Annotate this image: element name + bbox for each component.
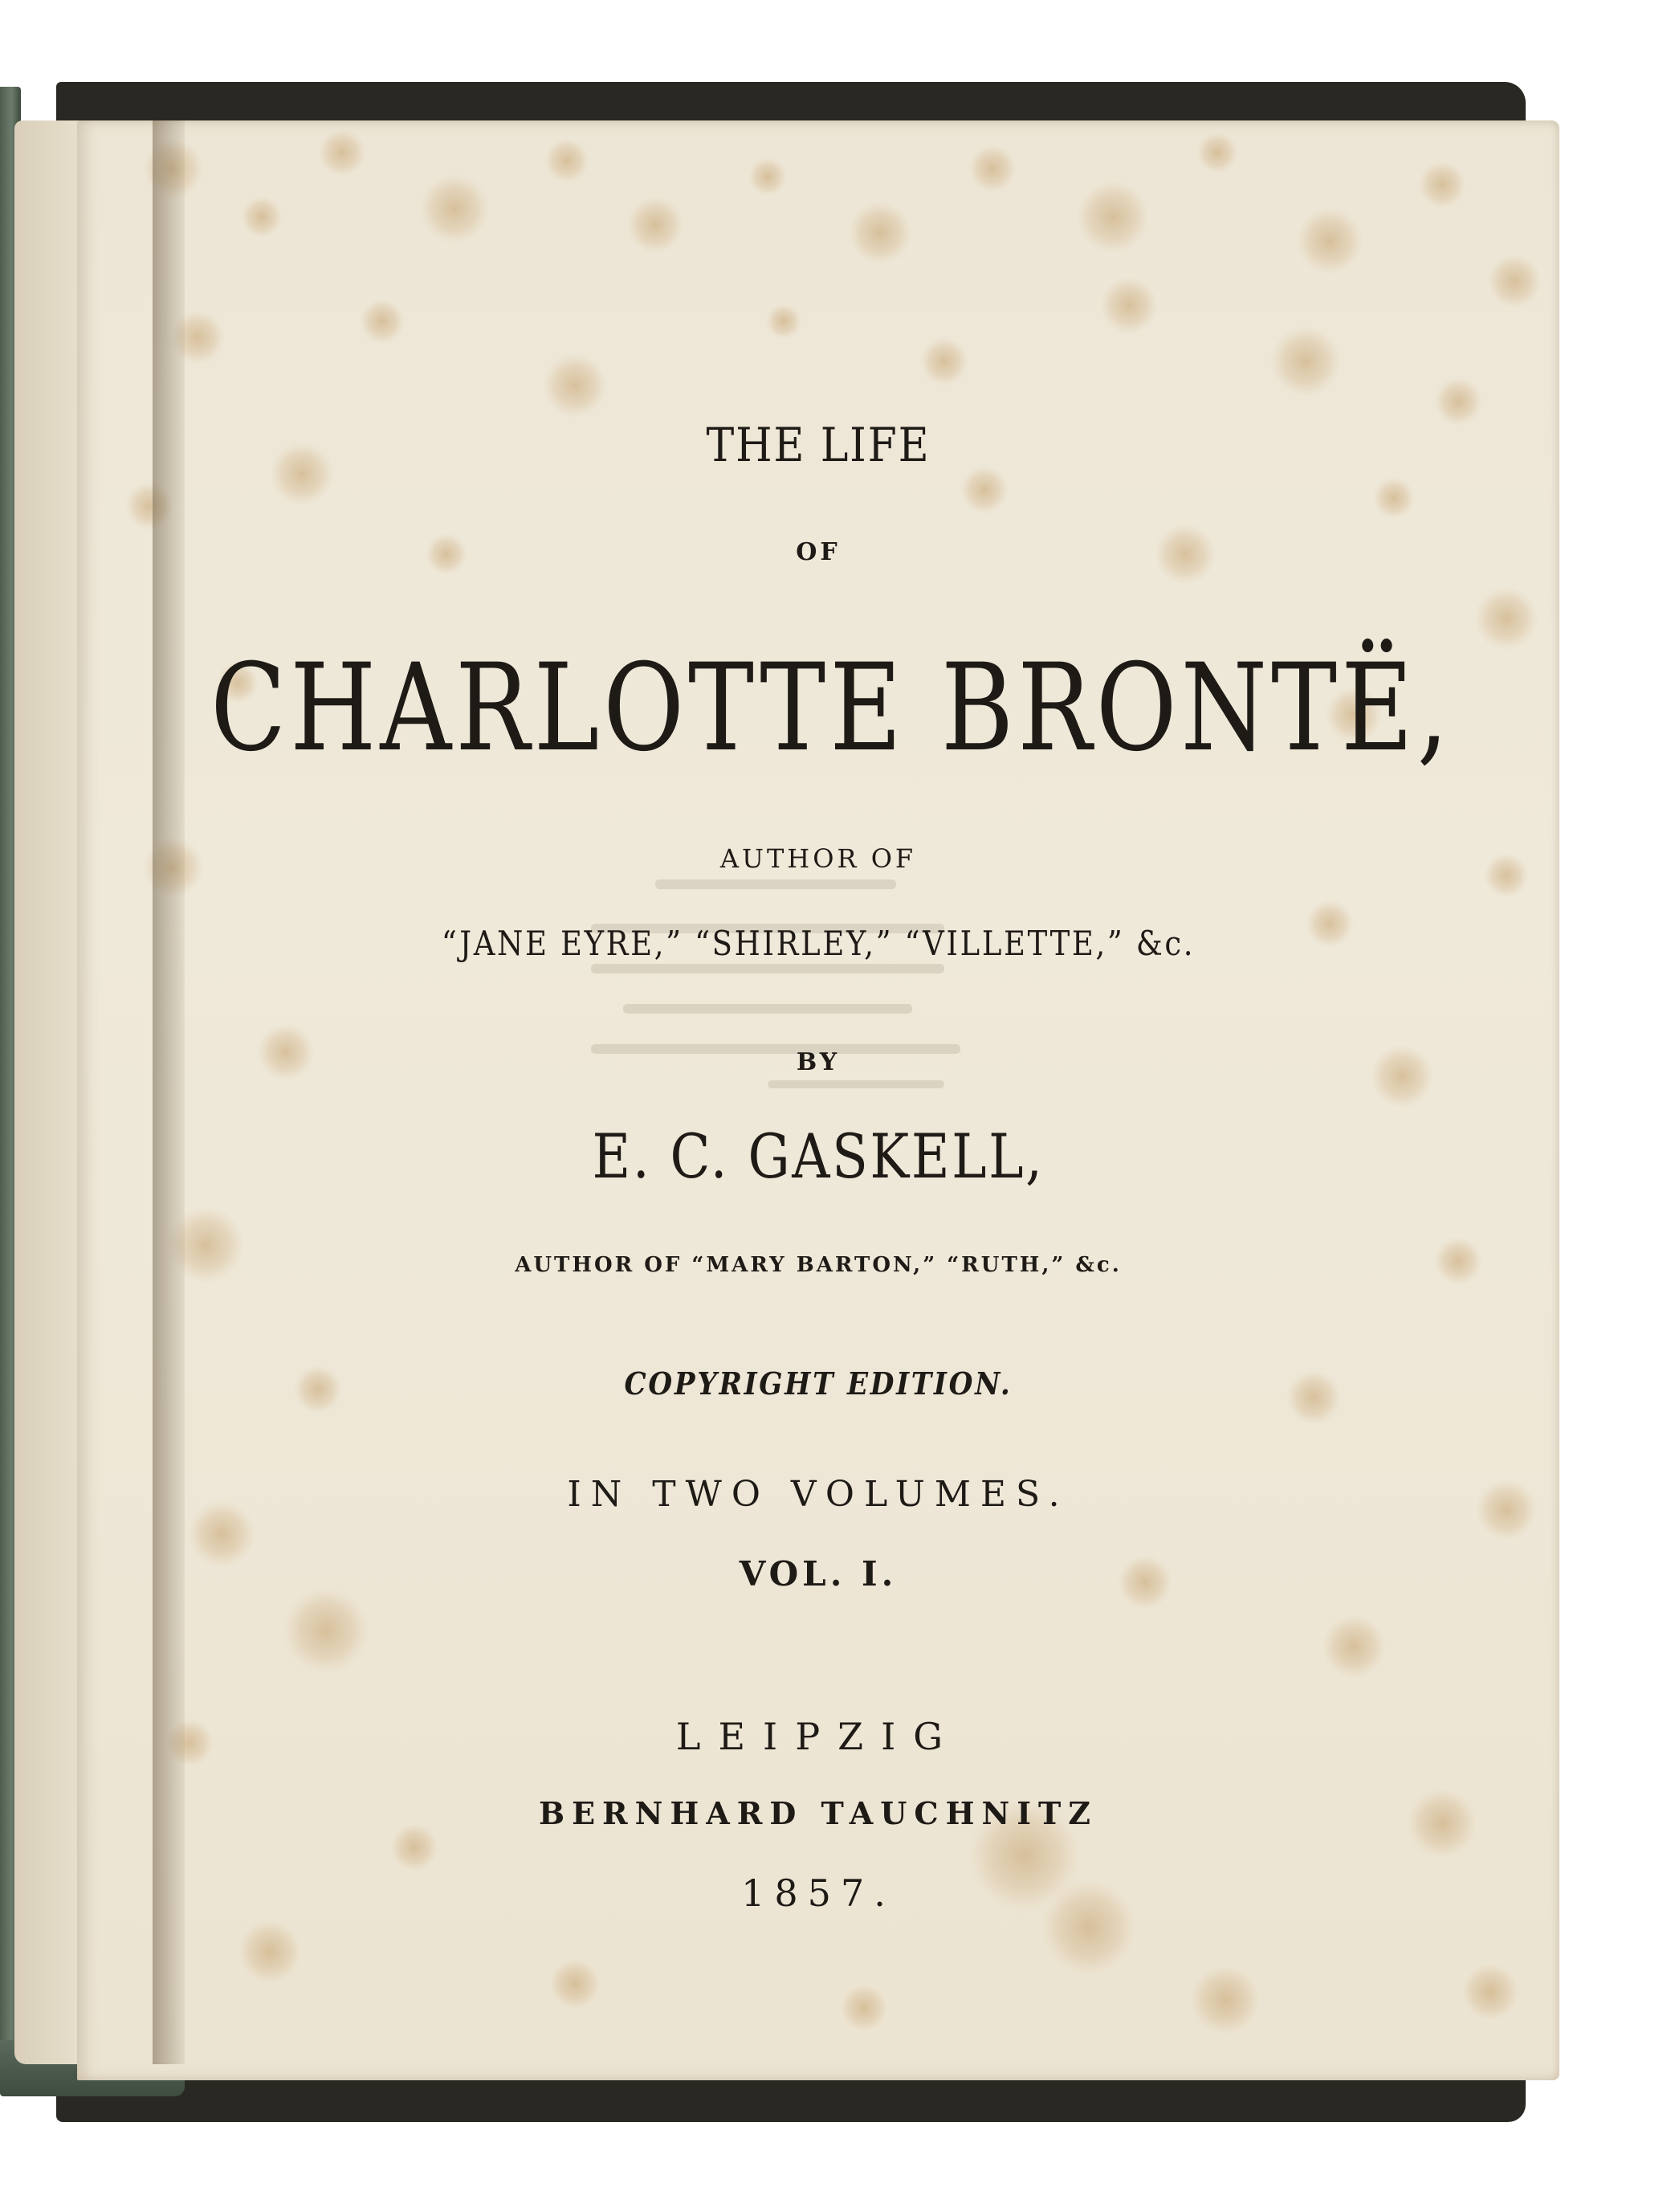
title-line-of: OF — [796, 538, 841, 566]
title-line-the-life: THE LIFE — [706, 418, 931, 472]
author-works: AUTHOR OF “MARY BARTON,” “RUTH,” &c. — [515, 1253, 1122, 1277]
title-page — [77, 120, 1559, 2080]
volume-number: VOL. I. — [739, 1554, 898, 1594]
imprint-place: LEIPZIG — [675, 1715, 961, 1758]
foxing-stains — [77, 120, 1559, 2080]
imprint-year: 1857. — [741, 1871, 895, 1915]
subject-works: “JANE EYRE,” “SHIRLEY,” “VILLETTE,” &c. — [441, 924, 1196, 963]
gutter-shadow — [153, 120, 185, 2064]
author-of-label: AUTHOR OF — [719, 843, 917, 874]
edition-label: COPYRIGHT EDITION. — [624, 1365, 1013, 1402]
subject-name: CHARLOTTE BRONTË, — [210, 639, 1453, 778]
imprint-publisher: BERNHARD TAUCHNITZ — [538, 1795, 1098, 1831]
by-label: BY — [796, 1048, 841, 1076]
volumes-label: IN TWO VOLUMES. — [567, 1474, 1070, 1515]
author-name: E. C. GASKELL, — [592, 1120, 1045, 1192]
